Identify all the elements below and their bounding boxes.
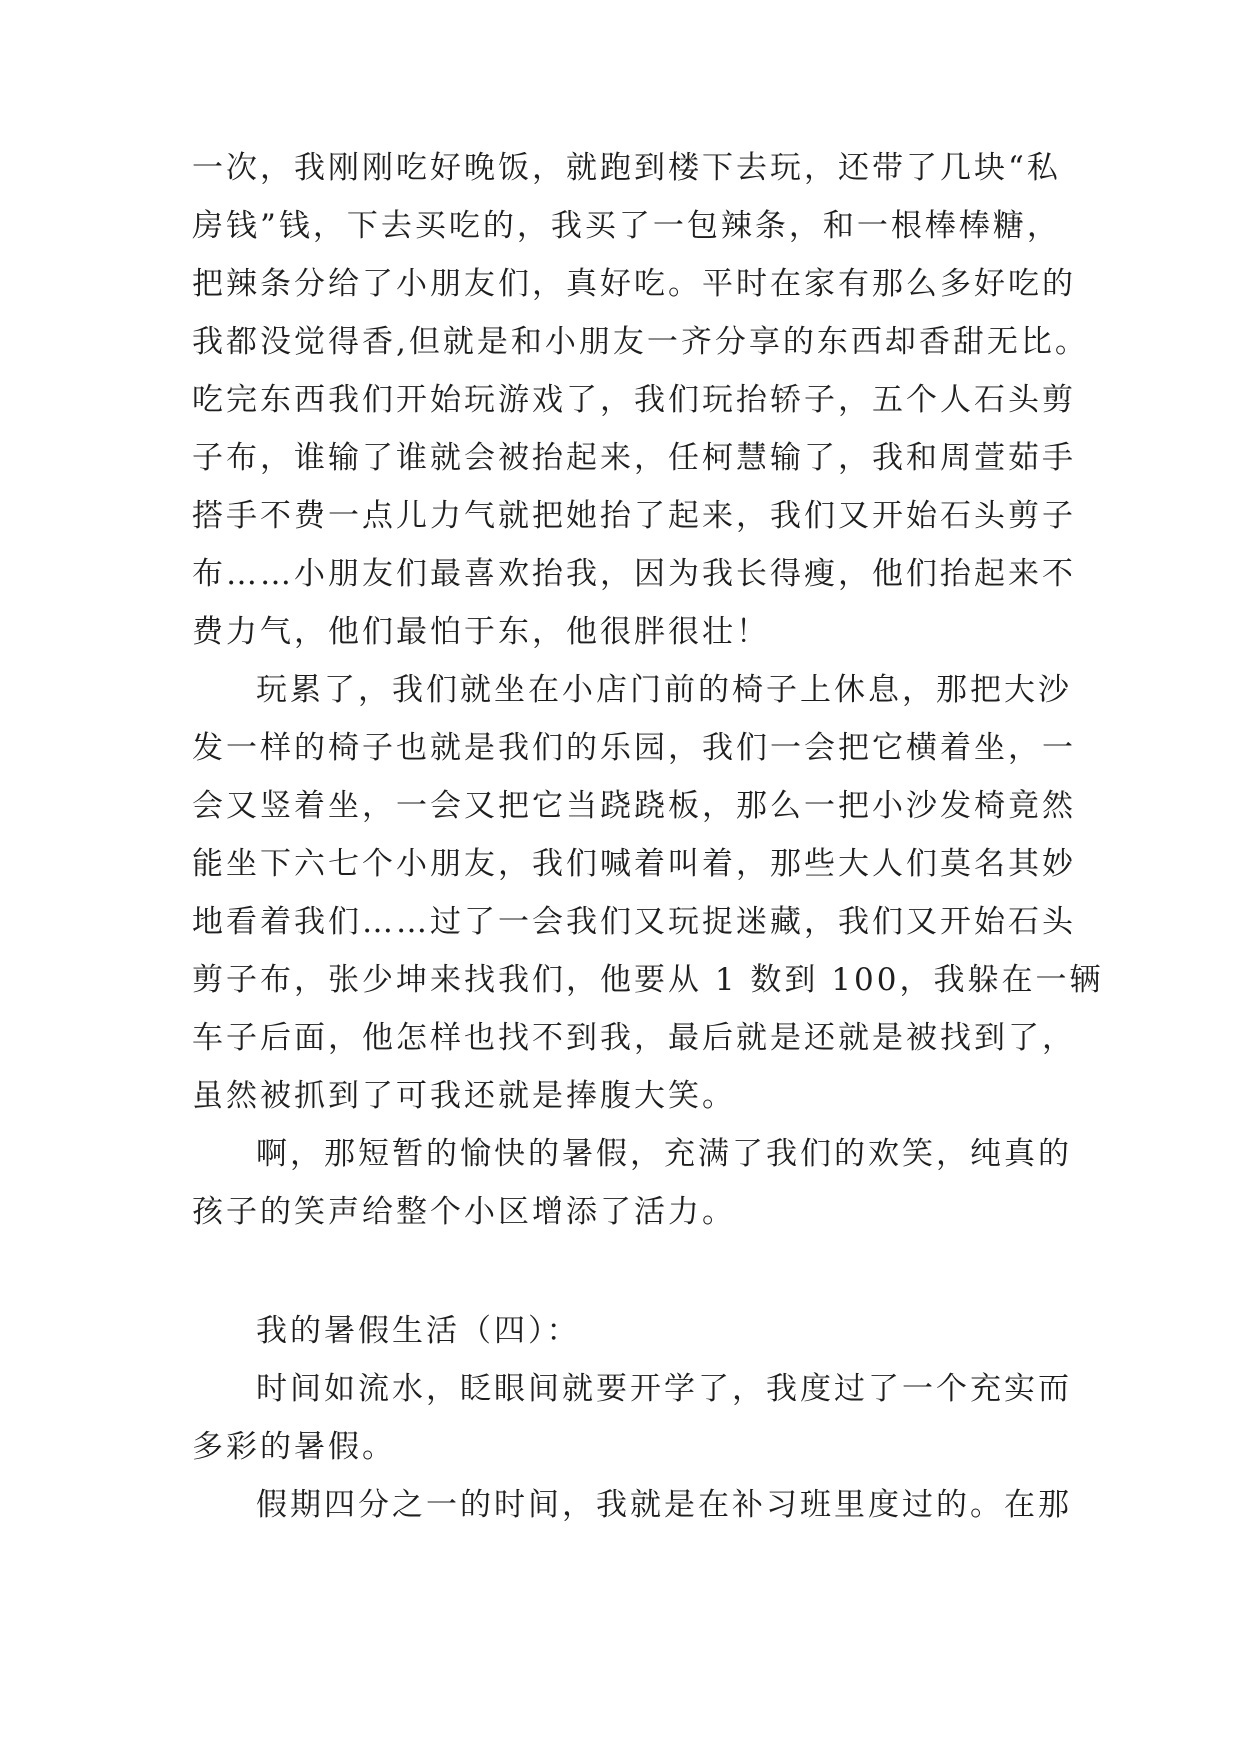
paragraph-conclusion xyxy=(192,1125,1072,1241)
paragraph-rest-in-chairs xyxy=(192,661,1104,1125)
text-line: 孩子的笑声给整个小区增添了活力。 xyxy=(192,1194,736,1230)
text-line: 布……小朋友们最喜欢抬我，因为我长得瘦，他们抬起来不 xyxy=(192,556,1076,592)
text-line: 搭手不费一点儿力气就把她抬了起来，我们又开始石头剪子 xyxy=(192,498,1076,534)
paragraph-tutoring xyxy=(192,1476,1072,1534)
text-line: 发一样的椅子也就是我们的乐园，我们一会把它横着坐，一 xyxy=(192,730,1076,766)
text-line: 多彩的暑假。 xyxy=(192,1429,396,1465)
text-line: 啊，那短暂的愉快的暑假，充满了我们的欢笑，纯真的 xyxy=(256,1136,1072,1172)
text-line: 玩累了，我们就坐在小店门前的椅子上休息，那把大沙 xyxy=(256,672,1072,708)
section-heading-block xyxy=(192,1302,1052,1360)
text-line: 车子后面，他怎样也找不到我，最后就是还就是被找到了， xyxy=(192,1020,1076,1056)
text-line: 时间如流水，眨眼间就要开学了，我度过了一个充实而 xyxy=(256,1371,1072,1407)
text-line: 剪子布，张少坤来找我们，他要从 1 数到 100，我躲在一辆 xyxy=(192,962,1104,998)
paragraph-time-flies xyxy=(192,1360,1072,1476)
paragraph-story-continued xyxy=(192,139,1089,661)
text-line: 吃完东西我们开始玩游戏了，我们玩抬轿子，五个人石头剪 xyxy=(192,382,1076,418)
text-line: 虽然被抓到了可我还就是捧腹大笑。 xyxy=(192,1078,736,1114)
text-line: 房钱”钱，下去买吃的，我买了一包辣条，和一根棒棒糖， xyxy=(192,208,1061,244)
text-line: 会又竖着坐，一会又把它当跷跷板，那么一把小沙发椅竟然 xyxy=(192,788,1076,824)
text-line: 子布，谁输了谁就会被抬起来，任柯慧输了，我和周萱茹手 xyxy=(192,440,1076,476)
text-line: 费力气，他们最怕于东，他很胖很壮！ xyxy=(192,614,770,650)
text-line: 能坐下六七个小朋友，我们喊着叫着，那些大人们莫名其妙 xyxy=(192,846,1076,882)
text-line: 我都没觉得香,但就是和小朋友一齐分享的东西却香甜无比。 xyxy=(192,324,1089,360)
text-line: 假期四分之一的时间，我就是在补习班里度过的。在那 xyxy=(256,1487,1072,1523)
text-line: 把辣条分给了小朋友们，真好吃。平时在家有那么多好吃的 xyxy=(192,266,1076,302)
text-line: 地看着我们……过了一会我们又玩捉迷藏，我们又开始石头 xyxy=(192,904,1076,940)
text-line: 一次，我刚刚吃好晚饭，就跑到楼下去玩，还带了几块“私 xyxy=(192,150,1061,186)
section-heading: 我的暑假生活（四）： xyxy=(256,1313,581,1349)
